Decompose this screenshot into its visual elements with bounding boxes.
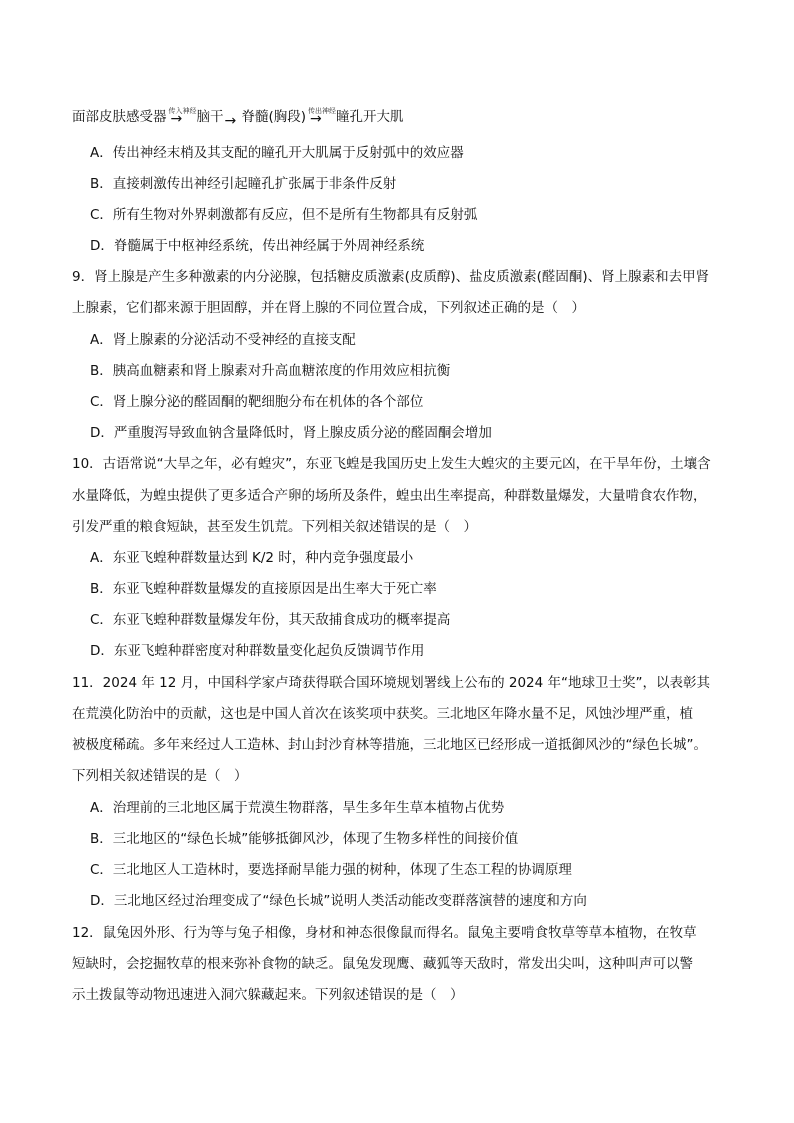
q11-option-d: D．三北地区经过治理变成了“绿色长城”说明人类活动能改变群落演替的速度和方向 bbox=[90, 893, 587, 909]
q12-stem-line: 示土拨鼠等动物迅速进入洞穴躲藏起来。下列叙述错误的是（ ） bbox=[72, 987, 464, 1003]
afferent-arrow bbox=[167, 107, 197, 127]
q8-option-a: A．传出神经末梢及其支配的瞳孔开大肌属于反射弧中的效应器 bbox=[90, 145, 464, 161]
q9-stem-line: 9．肾上腺是产生多种激素的内分泌腺，包括糖皮质激素(皮质醇)、盐皮质激素(醛固酮)、肾上腺素和去甲肾 bbox=[72, 269, 710, 285]
q12-stem-line: 12．鼠兔因外形、行为等与兔子相像，身材和神态很像鼠而得名。鼠兔主要啃食牧草等草本植物，在牧草 bbox=[72, 925, 697, 941]
q10-stem-line: 10．古语常说“大旱之年，必有蝗灾”，东亚飞蝗是我国历史上发生大蝗灾的主要元凶，在干旱年份，土壤含 bbox=[72, 456, 711, 472]
q10-option-d: D．东亚飞蝗种群密度对种群数量变化起负反馈调节作用 bbox=[90, 643, 425, 659]
q12-stem-line: 短缺时，会挖掘牧草的根来弥补食物的缺乏。鼠兔发现鹰、藏狐等天敌时，常发出尖叫，这种叫声可以警 bbox=[72, 956, 693, 972]
efferent-arrow-label: 传出神经 bbox=[308, 107, 337, 115]
q10-option-c: C．东亚飞蝗种群数量爆发年份，其天敌捕食成功的概率提高 bbox=[90, 612, 451, 628]
q8-option-b: B．直接刺激传出神经引起瞳孔扩张属于非条件反射 bbox=[90, 176, 397, 192]
q10-option-b: B．东亚飞蝗种群数量爆发的直接原因是出生率大于死亡率 bbox=[90, 581, 437, 597]
reflex-pathway bbox=[72, 107, 404, 127]
q8-option-d: D．脊髓属于中枢神经系统，传出神经属于外周神经系统 bbox=[90, 238, 425, 254]
q10-stem-line: 水量降低，为蝗虫提供了更多适合产卵的场所及条件，蝗虫出生率提高，种群数量爆发，大量啃食农作物， bbox=[72, 488, 707, 504]
q11-option-c: C．三北地区人工造林时，要选择耐旱能力强的树种，体现了生态工程的协调原理 bbox=[90, 862, 572, 878]
q11-stem-line: 在荒漠化防治中的贡献，这也是中国人首次在该奖项中获奖。三北地区年降水量不足，风蚀沙埋严重，植 bbox=[72, 706, 693, 722]
q11-stem-line: 被极度稀疏。多年来经过人工造林、封山封沙育林等措施，三北地区已经形成一道抵御风沙的“绿色长城”。 bbox=[72, 737, 707, 753]
q9-stem-line: 上腺素，它们都来源于胆固醇，并在肾上腺的不同位置合成，下列叙述正确的是（ ） bbox=[72, 300, 585, 316]
arrow-icon: → bbox=[310, 111, 322, 127]
q11-option-b: B．三北地区的“绿色长城”能够抵御风沙，体现了生物多样性的间接价值 bbox=[90, 831, 519, 847]
efferent-arrow bbox=[306, 107, 336, 127]
q9-option-c: C．肾上腺分泌的醛固酮的靶细胞分布在机体的各个部位 bbox=[90, 394, 424, 410]
pathway-brainstem: 脑干 bbox=[196, 109, 224, 125]
q11-stem-line: 下列相关叙述错误的是（ ） bbox=[72, 768, 248, 784]
q9-option-b: B．胰高血糖素和肾上腺素对升高血糖浓度的作用效应相抗衡 bbox=[90, 363, 451, 379]
pathway-effector: 瞳孔开大肌 bbox=[336, 109, 404, 125]
arrow-icon: → bbox=[224, 113, 237, 129]
q10-stem-line: 引发严重的粮食短缺，甚至发生饥荒。下列相关叙述错误的是（ ） bbox=[72, 519, 477, 535]
q9-option-a: A．肾上腺素的分泌活动不受神经的直接支配 bbox=[90, 332, 356, 348]
pathway-receptor: 面部皮肤感受器 bbox=[72, 109, 167, 125]
pathway-spinal-cord: 脊髓(胸段) bbox=[241, 109, 307, 125]
q11-stem-line: 11．2024 年 12 月，中国科学家卢琦获得联合国环境规划署线上公布的 2024 年“地球卫士奖”，以表彰其 bbox=[72, 675, 711, 691]
q9-option-d: D．严重腹泻导致血钠含量降低时，肾上腺皮质分泌的醛固酮会增加 bbox=[90, 425, 492, 441]
q10-option-a: A．东亚飞蝗种群数量达到 K/2 时，种内竞争强度最小 bbox=[90, 550, 414, 566]
q11-option-a: A．治理前的三北地区属于荒漠生物群落，旱生多年生草本植物占优势 bbox=[90, 800, 505, 816]
plain-arrow bbox=[224, 107, 242, 127]
q8-option-c: C．所有生物对外界刺激都有反应，但不是所有生物都具有反射弧 bbox=[90, 207, 478, 223]
arrow-icon: → bbox=[170, 111, 183, 127]
afferent-arrow-label: 传入神经 bbox=[168, 107, 197, 115]
